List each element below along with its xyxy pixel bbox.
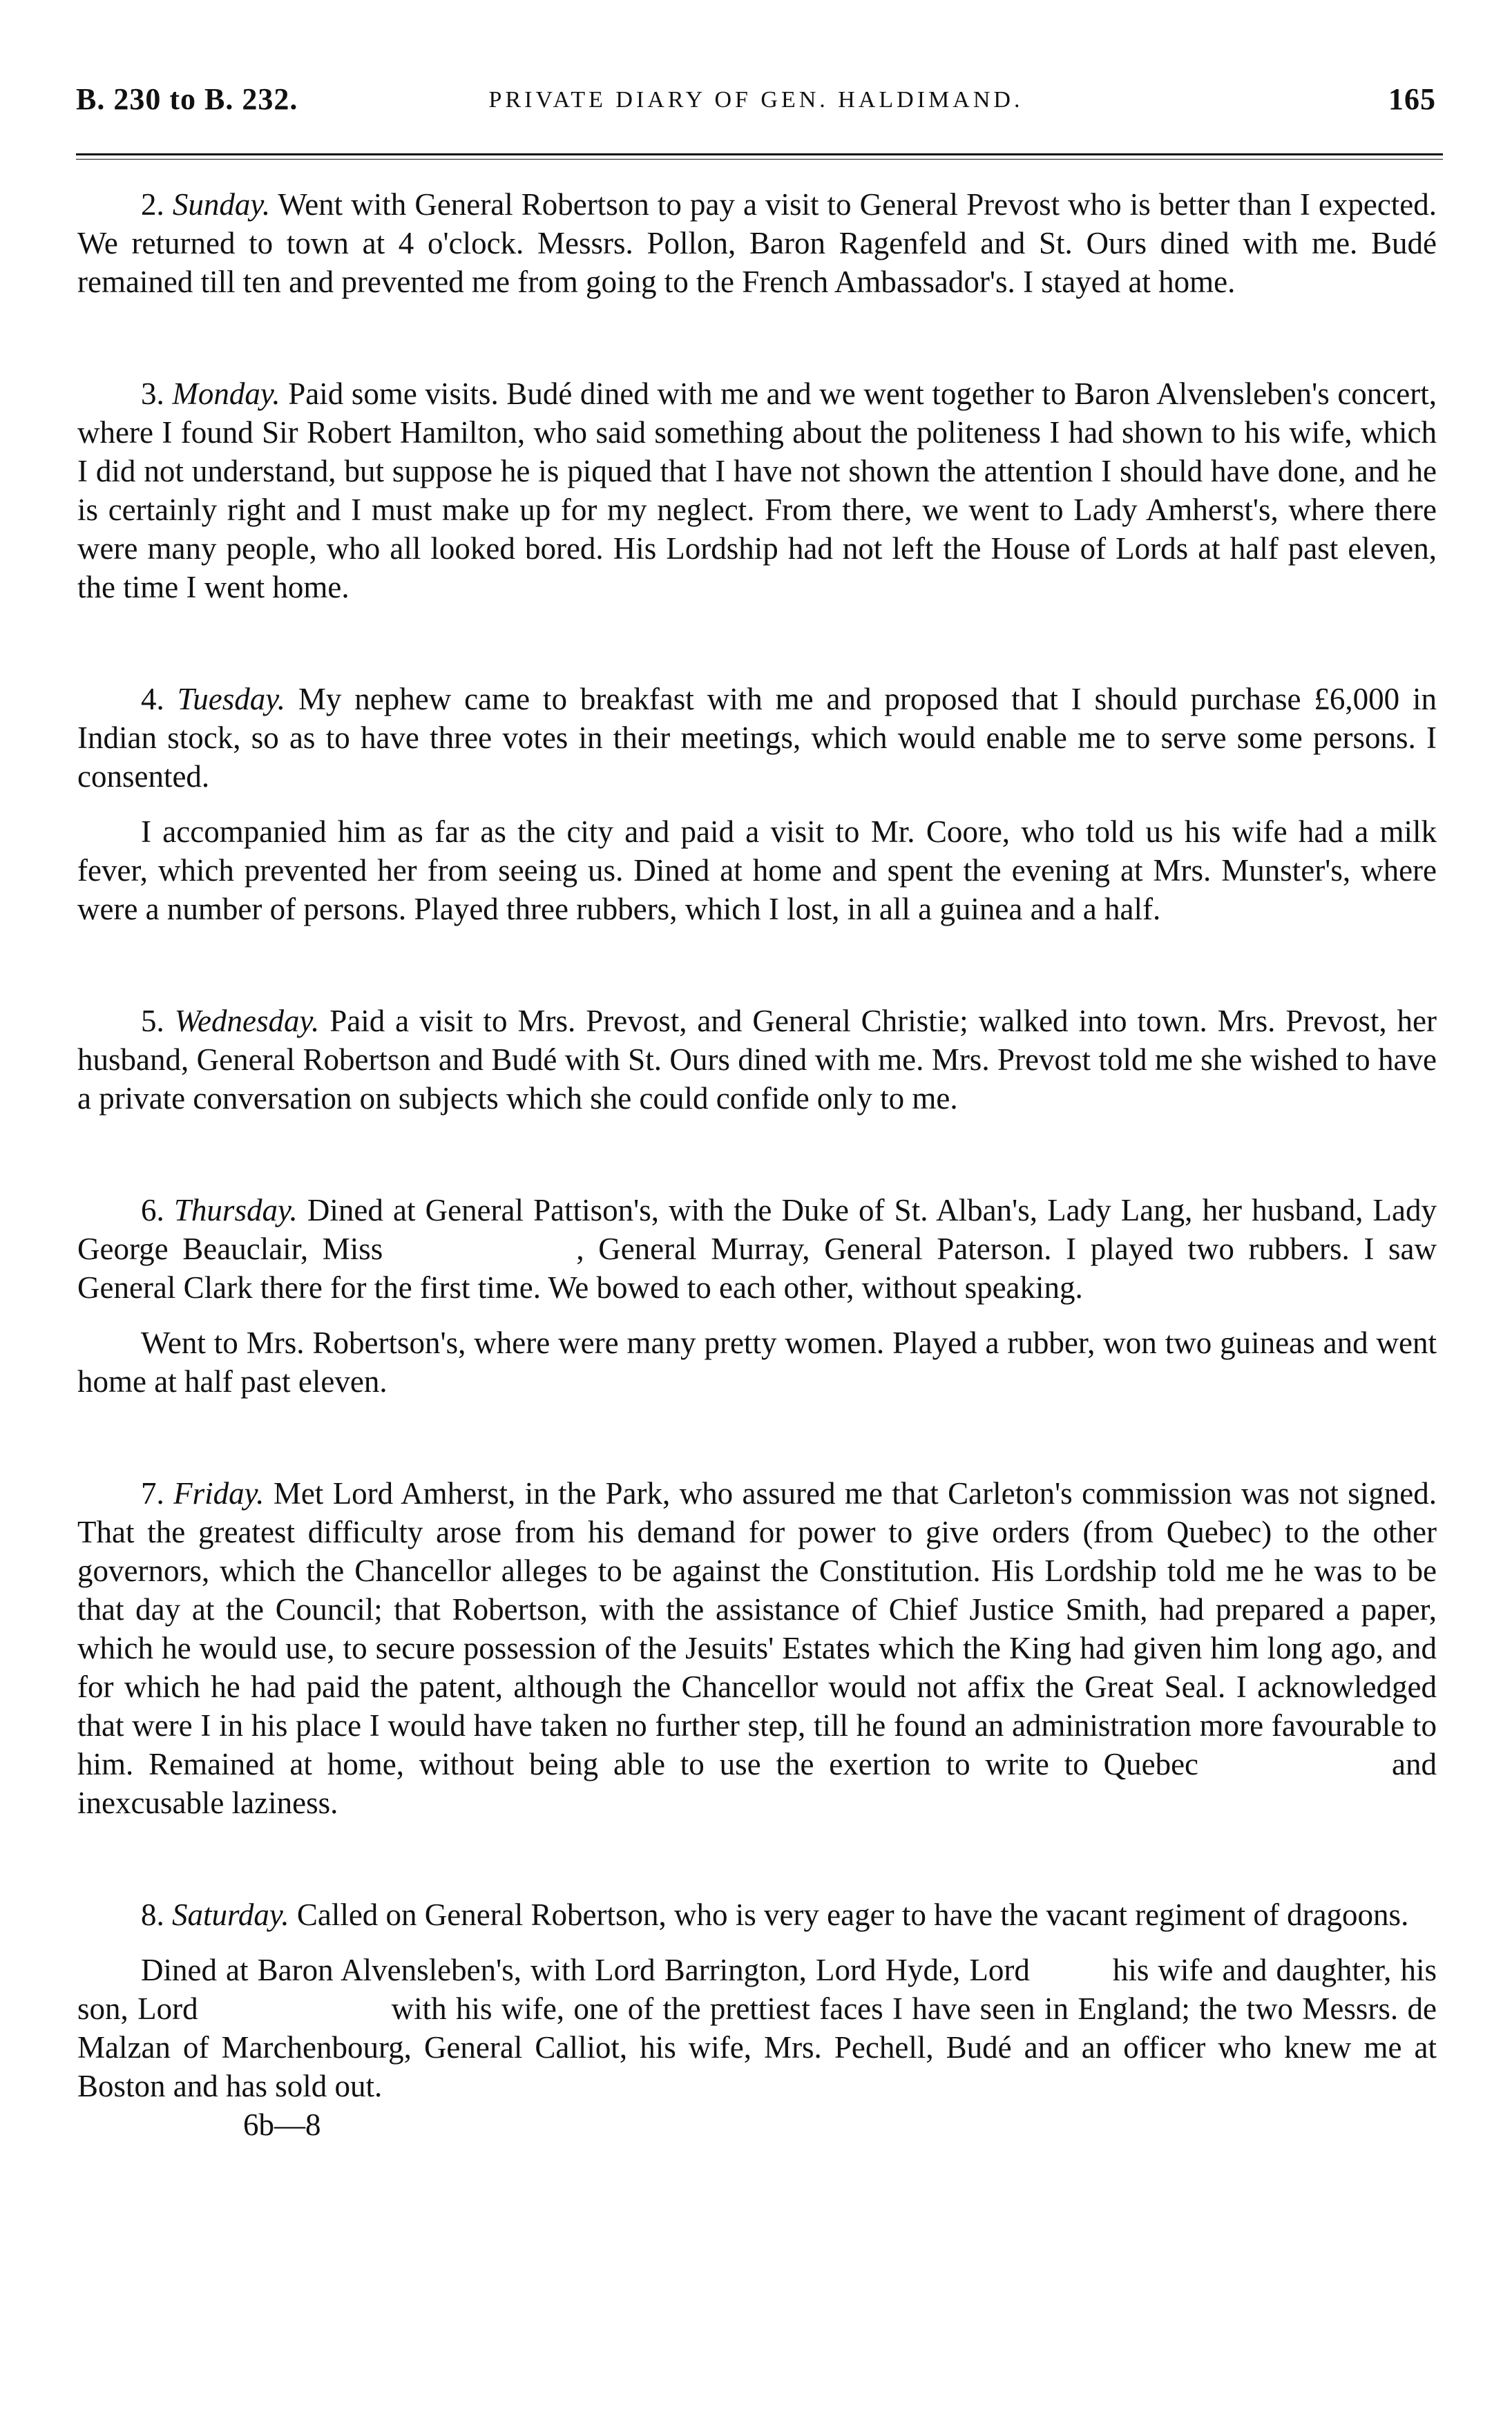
entry-text: with his wife, one of the prettiest faces I have seen in England; the two Messrs. de Malzan of Marchenbourg, General Calliot, his wife, Mrs. Pechell, Budé and an officer who knew me at Boston and has sold out. — [77, 1991, 1437, 2103]
entry-day: Wednesday. — [174, 1004, 320, 1038]
diary-body — [77, 185, 1437, 2144]
entry-number: 5. — [141, 1004, 164, 1038]
entry-day: Thursday. — [173, 1193, 298, 1227]
entry-text: Went to Mrs. Robertson's, where were many pretty women. Played a rubber, won two guineas and went home at half past eleven. — [77, 1326, 1437, 1399]
entry-text: Paid some visits. Budé dined with me and we went together to Baron Alvensleben's concert, where I found Sir Robert Hamilton, who said something about the politeness I had shown to his wife, which I did not understand, but suppose he is piqued that I have not shown the attention I should have done, and he is certainly right and I must make up for my neglect. From there, we went to Lady Amherst's, where there were many people, who all looked bored. His Lordship had not left the House of Lords at half past eleven, the time I went home. — [77, 376, 1437, 604]
diary-entry-3 — [77, 374, 1437, 606]
page-number: 165 — [1388, 82, 1436, 116]
diary-entry-4-paragraph-2 — [77, 812, 1437, 928]
entry-text: Paid a visit to Mrs. Prevost, and General Christie; walked into town. Mrs. Prevost, her husband, General Robertson and Budé with St. Ours dined with me. Mrs. Prevost told me she wished to have a private conversation on subjects which she could confide only to me. — [77, 1004, 1437, 1116]
entry-text: his wife and daughter, his son, Lord — [77, 1953, 1437, 2026]
header-reference: B. 230 to B. 232. — [76, 82, 298, 116]
running-header — [76, 82, 1436, 130]
signature-mark: 6b—8 — [243, 2107, 321, 2142]
entry-text: Called on General Robertson, who is very eager to have the vacant regiment of dragoons. — [296, 1897, 1409, 1932]
entry-text: My nephew came to breakfast with me and proposed that I should purchase £6,000 in Indian stock, so as to have three votes in their meetings, which would enable me to serve some persons. I consented. — [77, 682, 1437, 794]
entry-number: 8. — [141, 1897, 164, 1932]
entry-text: I accompanied him as far as the city and paid a visit to Mr. Coore, who told us his wife had a milk fever, which prevented her from seeing us. Dined at home and spent the evening at Mrs. Munster's, where were a number of persons. Played three rubbers, which I lost, in all a guinea and a half. — [77, 814, 1437, 926]
entry-day: Saturday. — [172, 1897, 289, 1932]
entry-day: Monday. — [172, 376, 280, 411]
entry-number: 2. — [141, 187, 164, 222]
entry-text: Dined at Baron Alvensleben's, with Lord Barrington, Lord Hyde, Lord — [141, 1953, 1030, 1987]
diary-entry-8 — [77, 1895, 1437, 1934]
entry-number: 7. — [141, 1476, 164, 1511]
diary-entry-6 — [77, 1191, 1437, 1307]
entry-number: 3. — [141, 376, 164, 411]
diary-entry-8-paragraph-2 — [77, 1951, 1437, 2105]
header-rule-thin — [76, 159, 1443, 160]
entry-day: Friday. — [173, 1476, 265, 1511]
entry-text: and inexcusable laziness. — [77, 1747, 1437, 1820]
entry-text: Dined at General Pattison's, with the Duke of St. Alban's, Lady Lang, her husband, Lady George Beauclair, Miss — [77, 1193, 1437, 1266]
entry-day: Tuesday. — [177, 682, 285, 716]
entry-day: Sunday. — [172, 187, 271, 222]
diary-entry-6-paragraph-2 — [77, 1323, 1437, 1401]
diary-entry-7 — [77, 1474, 1437, 1822]
diary-entry-2 — [77, 185, 1437, 301]
entry-text: Went with General Robertson to pay a visit to General Prevost who is better than I expected. We returned to town at 4 o'clock. Messrs. Pollon, Baron Ragenfeld and St. Ours dined with me. Budé remained till ten and prevented me from going to the French Ambassador's. I stayed at home. — [77, 187, 1437, 299]
entry-number: 6. — [141, 1193, 164, 1227]
diary-entry-4 — [77, 680, 1437, 796]
entry-text: , General Murray, General Paterson. I played two rubbers. I saw General Clark there for the first time. We bowed to each other, without speaking. — [77, 1232, 1437, 1305]
entry-text: Met Lord Amherst, in the Park, who assured me that Carleton's commission was not signed. That the greatest difficulty arose from his demand for power to give orders (from Quebec) to the other governors, which the Chancellor alleges to be against the Constitution. His Lordship told me he was to be that day at the Council; that Robertson, with the assistance of Chief Justice Smith, had prepared a paper, which he would use, to secure possession of the Jesuits' Estates which the King had given him long ago, and for which he had paid the patent, although the Chancellor would not affix the Great Seal. I acknowledged that were I in his place I would have taken no further step, till he found an administration more favourable to him. Remained at home, without being able to use the exertion to write to Quebec — [77, 1476, 1437, 1781]
entry-number: 4. — [141, 682, 164, 716]
header-title: PRIVATE DIARY OF GEN. HALDIMAND. — [488, 87, 1024, 113]
header-rule-thick — [76, 153, 1443, 155]
diary-entry-5 — [77, 1002, 1437, 1118]
